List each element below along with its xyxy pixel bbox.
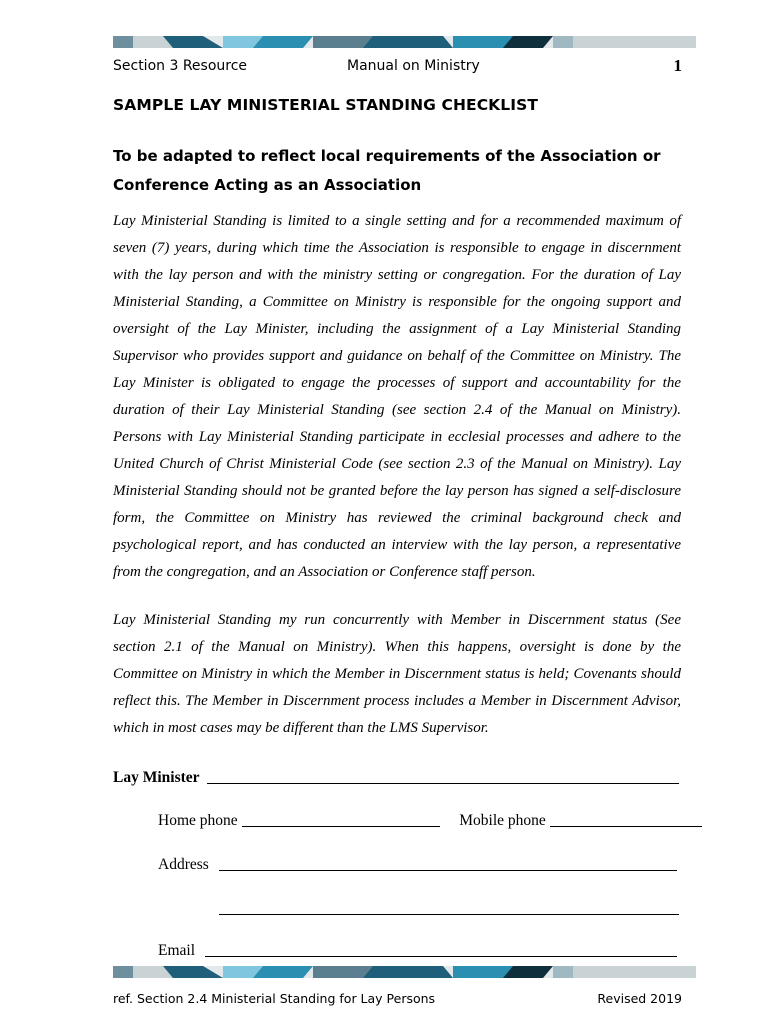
home-phone-field[interactable]: [242, 825, 440, 827]
email-row: [158, 942, 677, 960]
page-number: 1: [673, 56, 682, 75]
footer-decorative-band: [113, 966, 696, 978]
address-field[interactable]: [219, 869, 677, 871]
address-line-2-field[interactable]: [219, 913, 679, 915]
header-section-label: Section 3 Resource: [113, 58, 248, 74]
document-subtitle: To be adapted to reflect local requirements of the Association or Conference Acting as an Association: [113, 147, 661, 194]
home-phone-label: Home phone: [158, 812, 238, 829]
address-line-2-row: [219, 900, 679, 918]
address-row: [158, 856, 677, 874]
body-paragraph-discernment: Lay Ministerial Standing my run concurrently with Member in Discernment status (See section 2.1 of the Manual on Ministry). When this happens, oversight is done by the Committee on Ministry in which the Member in Discernment status is held; Covenants should reflect this. The Member in Discernment process includes a Member in Discernment Advisor, which in most cases may be different than the LMS Supervisor.: [113, 612, 681, 736]
phone-row: [158, 812, 702, 830]
document-title: SAMPLE LAY MINISTERIAL STANDING CHECKLIST: [113, 96, 539, 114]
lay-minister-field[interactable]: [207, 782, 679, 784]
footer-reference: ref. Section 2.4 Ministerial Standing for Lay Persons: [113, 991, 436, 1006]
mobile-phone-field[interactable]: [550, 825, 702, 827]
body-paragraph-standing: Lay Ministerial Standing is limited to a single setting and for a recommended maximum of seven (7) years, during which time the Association is responsible to engage in discernment with the lay person and with the ministry setting or congregation. For the duration of Lay Ministerial Standing, a Committee on Ministry is responsible for the ongoing support and oversight of the Lay Minister, including the assignment of a Lay Ministerial Standing Supervisor who provides support and guidance on behalf of the Committee on Ministry. The Lay Minister is obligated to engage the processes of support and accountability for the duration of their Lay Ministerial Standing (see section 2.4 of the Manual on Ministry). Persons with Lay Ministerial Standing participate in ecclesial processes and adhere to the United Church of Christ Ministerial Code (see section 2.3 of the Manual on Ministry). Lay Ministerial Standing should not be granted before the lay person has signed a self-disclosure form, the Committee on Ministry has reviewed the criminal background check and psychological report, and has conducted an interview with the lay person, a representative from the congregation, and an Association or Conference staff person.: [113, 213, 681, 580]
footer-revised: Revised 2019: [597, 991, 682, 1006]
header-decorative-band: [113, 36, 696, 48]
mobile-phone-label: Mobile phone: [459, 812, 546, 829]
header-manual-label: Manual on Ministry: [347, 58, 480, 74]
lay-minister-row: [113, 769, 679, 787]
address-label: Address: [158, 856, 209, 873]
email-label: Email: [158, 942, 196, 959]
email-field[interactable]: [205, 955, 677, 957]
lay-minister-label: Lay Minister: [113, 769, 200, 786]
